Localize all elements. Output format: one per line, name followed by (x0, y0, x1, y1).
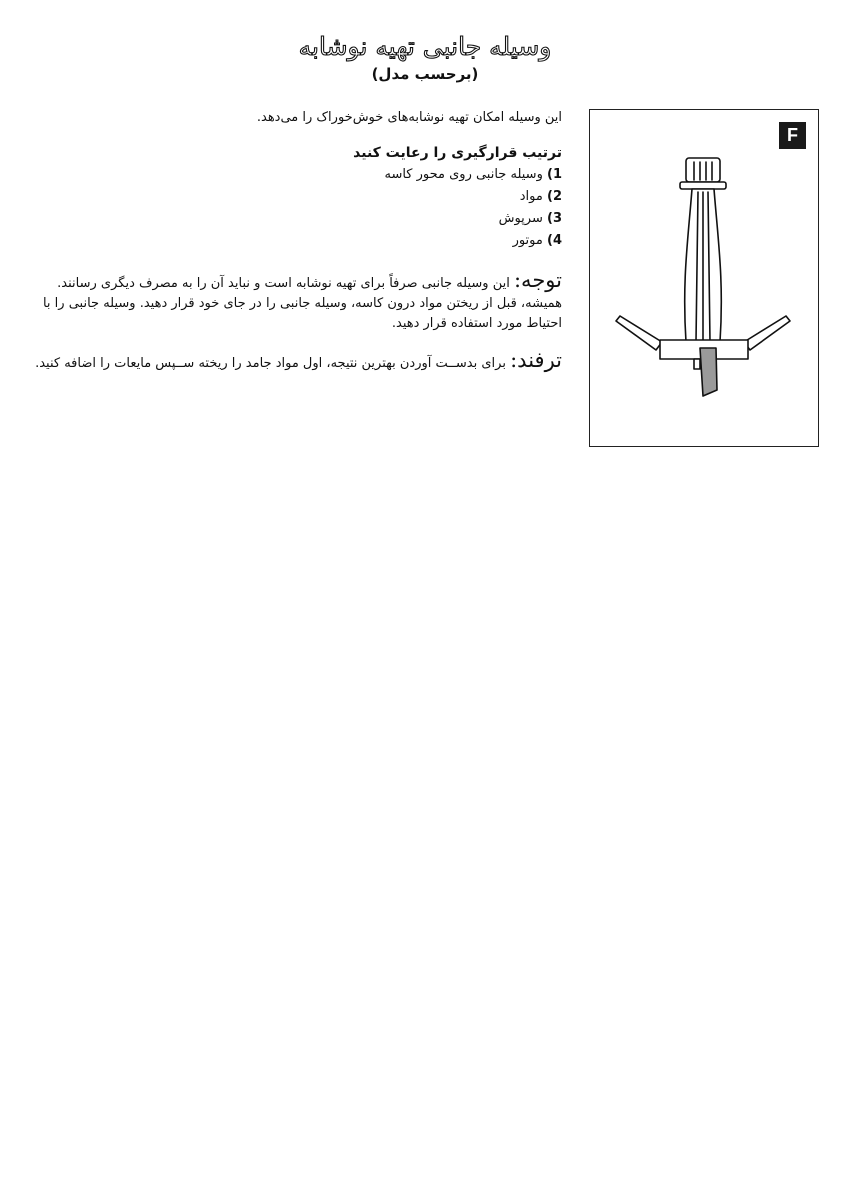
caution-note (16, 270, 562, 334)
tip-note (16, 350, 562, 374)
figure-label-badge: F (779, 122, 806, 149)
step-text: مواد (519, 189, 543, 204)
blender-drink-attachment-icon (590, 110, 818, 446)
title-block (250, 30, 600, 84)
tip-label: ترفند: (510, 348, 562, 372)
step-number: 2) (547, 189, 562, 204)
step-item (16, 164, 562, 186)
step-text: سرپوش (498, 211, 543, 226)
step-number: 1) (547, 167, 562, 182)
step-item (16, 186, 562, 208)
figure-panel (589, 109, 819, 447)
step-number: 4) (547, 233, 562, 248)
page-subtitle: (برحسب مدل) (371, 65, 479, 83)
intro-paragraph: این وسیله امکان تهیه نوشابه‌های خوش‌خوراک را می‌دهد. (256, 110, 562, 125)
step-item (16, 208, 562, 230)
step-text: موتور (512, 233, 543, 248)
assembly-steps (16, 164, 562, 252)
caution-label: توجه: (513, 268, 562, 292)
step-item (16, 230, 562, 252)
instructions-column (16, 108, 562, 390)
assembly-heading: ترتیب قرارگیری را رعایت کنید (353, 145, 562, 161)
step-number: 3) (547, 211, 562, 226)
caution-text: این وسیله جانبی صرفاً برای تهیه نوشابه است و نباید آن را به مصرف دیگری رسانند. همیشه، قبل از ریختن مواد درون کاسه، وسیله جانبی را در جای خود قرار دهید. وسیله جانبی را با احتیاط مورد استفاده قرار دهید. (42, 276, 562, 331)
page-title: وسیله جانبی تهیه نوشابه (298, 32, 552, 61)
step-text: وسیله جانبی روی محور کاسه (384, 167, 543, 182)
tip-text: برای بدســت آوردن بهترین نتیجه، اول مواد جامد را ریخته ســپس مایعات را اضافه کنید. (35, 356, 506, 371)
